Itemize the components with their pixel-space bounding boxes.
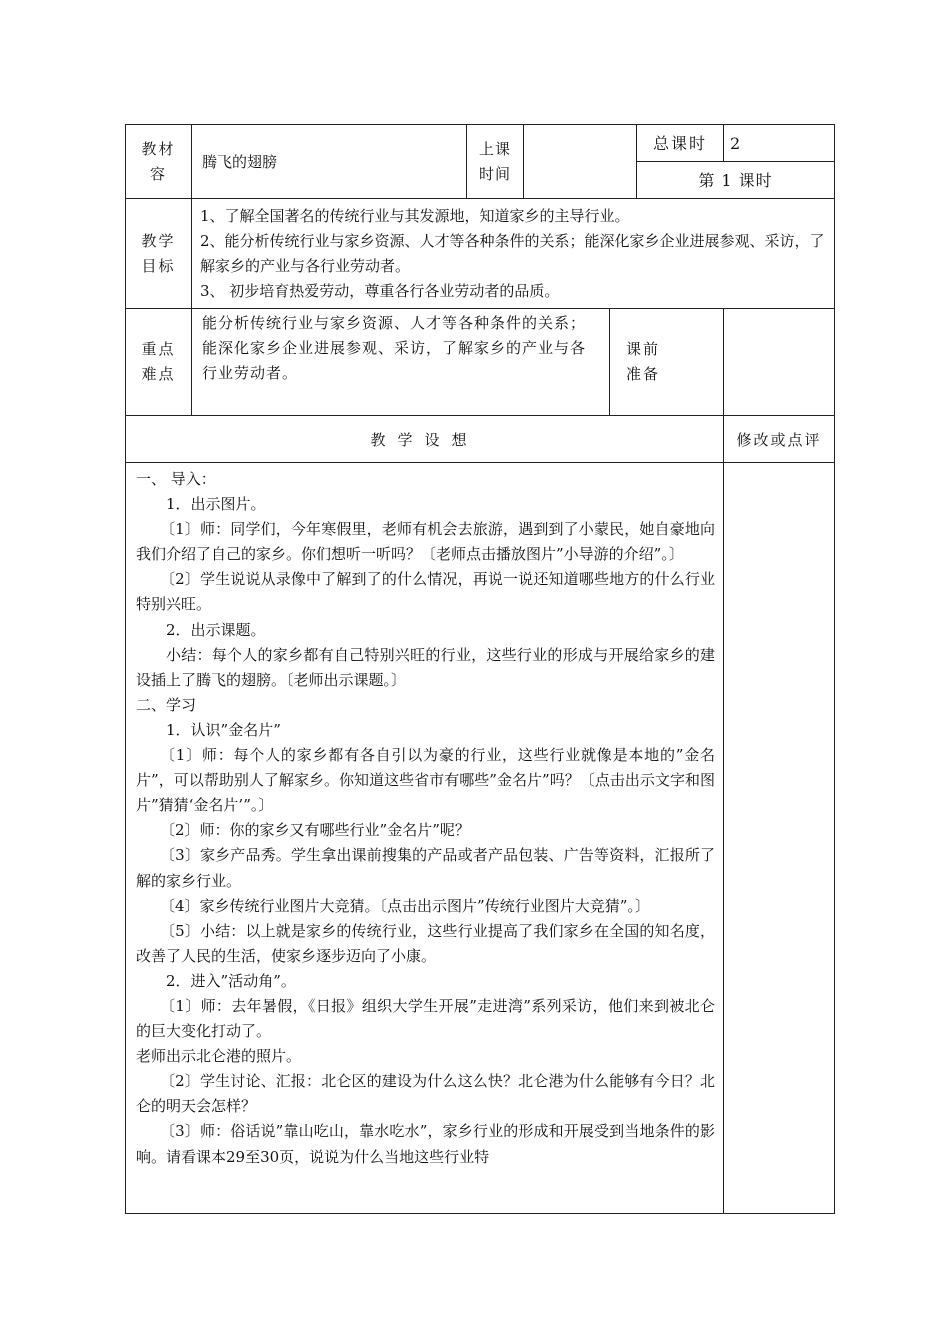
lesson-plan-table — [125, 124, 835, 1214]
class-time-label: 上课 时间 — [467, 125, 524, 199]
prep-value[interactable] — [724, 309, 835, 416]
paragraph: 〔1〕师：每个人的家乡都有各自引以为豪的行业，这些行业就像是本地的”金名片”，可以帮助别人了解家乡。你知道这些省市有哪些”金名片”吗？〔点击出示文字和图片”猜猜‘金名片’”。〕 — [136, 746, 716, 815]
paragraph: 老师出示北仑港的照片。 — [136, 1047, 302, 1066]
paragraph: 〔4〕家乡传统行业图片大竞猜。〔点击出示图片”传统行业图片大竞猜”。〕 — [160, 896, 650, 915]
total-hours-value: 2 — [724, 125, 835, 162]
paragraph: 一、 导入： — [136, 470, 216, 488]
class-time-value[interactable] — [524, 125, 637, 199]
paragraph: 1．出示图片。 — [166, 495, 266, 514]
lesson-number: 第 1 课时 — [637, 162, 835, 199]
paragraph: 〔5〕小结：以上就是家乡的传统行业，这些行业提高了我们家乡在全国的知名度，改善了人民的生活，使家乡逐步迈向了小康。 — [136, 921, 716, 965]
key-points-label: 重点 难点 — [126, 309, 192, 416]
total-hours-label: 总课时 — [637, 125, 724, 162]
key-points-text: 能分析传统行业与家乡资源、人才等各种条件的关系；能深化家乡企业进展参观、采访，了解家乡的产业与各行业劳动者。 — [192, 309, 610, 416]
objective-item: 3、 初步培育热爱劳动，尊重各行各业劳动者的品质。 — [200, 281, 560, 300]
paragraph: 二、学习 — [136, 695, 197, 714]
paragraph: 1．认识”金名片” — [166, 720, 281, 739]
material-label: 教材 容 — [126, 125, 192, 199]
objectives-label: 教学 目标 — [126, 199, 192, 309]
paragraph: 〔2〕师：你的家乡又有哪些行业”金名片”呢？ — [160, 821, 470, 840]
objective-item: 1、了解全国著名的传统行业与其发源地，知道家乡的主导行业。 — [200, 206, 630, 225]
objective-item: 2、能分析传统行业与家乡资源、人才等各种条件的关系；能深化家乡企业进展参观、采访，了解家乡的产业与各行业劳动者。 — [200, 231, 825, 275]
paragraph: 2．出示课题。 — [166, 620, 266, 639]
comment-title: 修改或点评 — [724, 416, 835, 463]
prep-label: 课前 准备 — [610, 309, 724, 416]
design-title: 教学设想 — [126, 416, 724, 463]
paragraph: 〔2〕学生讨论、汇报：北仑区的建设为什么这么快？北仑港为什么能够有今日？北仑的明天会怎样？ — [136, 1072, 716, 1116]
paragraph: 〔1〕师：同学们，今年寒假里，老师有机会去旅游，遇到到了小蒙民，她自豪地向我们介绍了自己的家乡。你们想听一听吗？〔老师点击播放图片”小导游的介绍”。〕 — [136, 520, 716, 564]
objectives-list — [192, 199, 835, 309]
comment-column[interactable] — [724, 463, 835, 1214]
paragraph: 小结：每个人的家乡都有自己特别兴旺的行业，这些行业的形成与开展给家乡的建设插上了腾飞的翅膀。〔老师出示课题。〕 — [136, 645, 716, 689]
material-value: 腾飞的翅膀 — [192, 125, 467, 199]
paragraph: 〔1〕师：去年暑假，《日报》组织大学生开展”走进湾”系列采访，他们来到被北仑的巨大变化打动了。 — [136, 996, 716, 1041]
paragraph: 〔3〕家乡产品秀。学生拿出课前搜集的产品或者产品包装、广告等资料，汇报所了解的家乡行业。 — [136, 846, 716, 890]
paragraph: 2．进入”活动角”。 — [166, 971, 296, 990]
paragraph: 〔2〕学生说说从录像中了解到了的什么情况，再说一说还知道哪些地方的什么行业特别兴旺。 — [136, 570, 716, 614]
design-body — [126, 463, 724, 1214]
paragraph: 〔3〕师：俗话说”靠山吃山，靠水吃水”，家乡行业的形成和开展受到当地条件的影响。请看课本29至30页，说说为什么当地这些行业特 — [136, 1122, 716, 1166]
